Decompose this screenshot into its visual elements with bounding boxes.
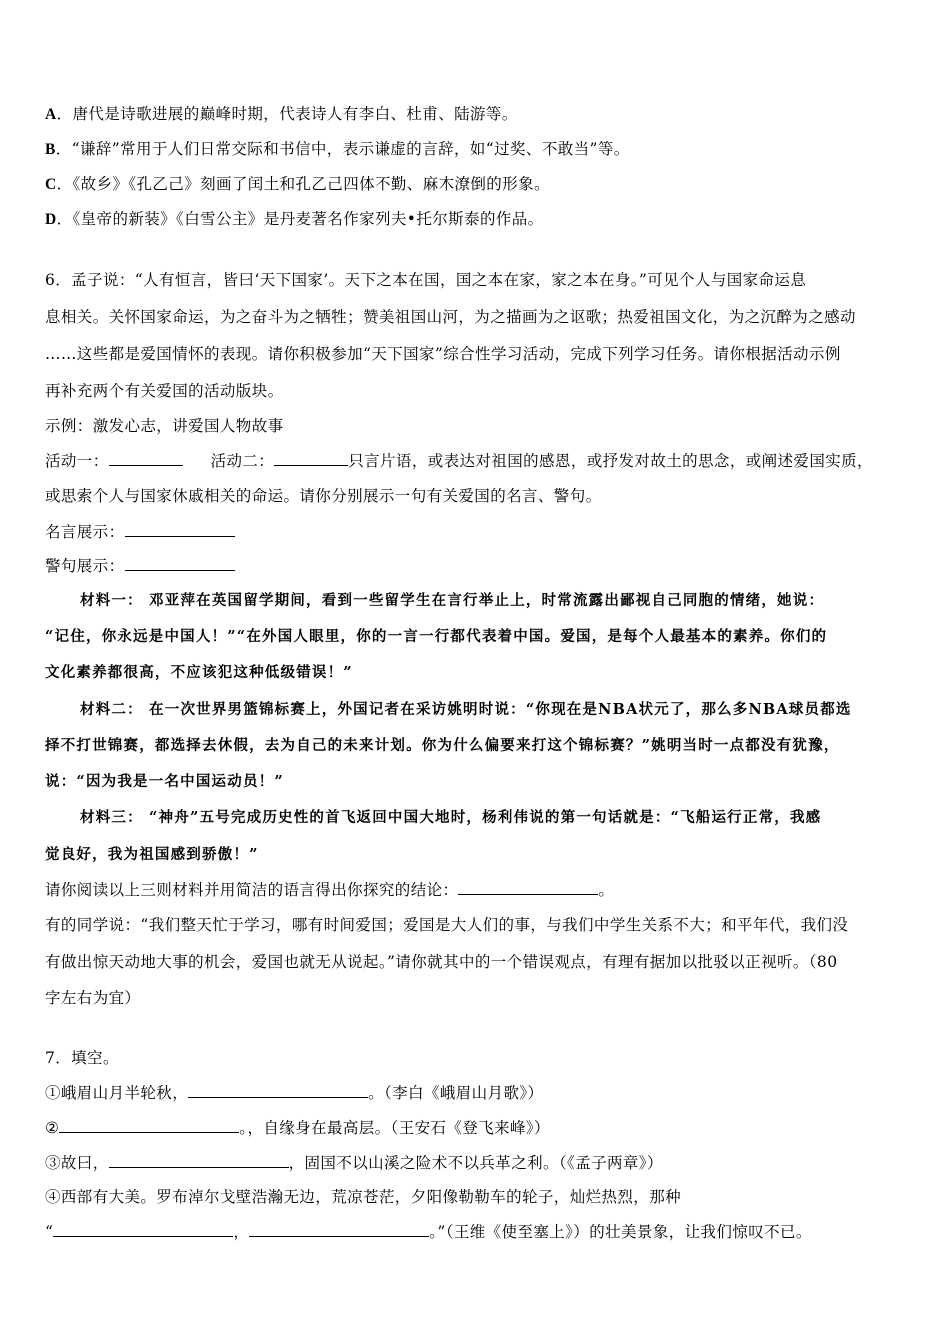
conclusion-prompt: 请你阅读以上三则材料并用简洁的语言得出你探究的结论：: [45, 881, 459, 899]
q7-item1-suffix: 。（李白《峨眉山月歌》）: [368, 1084, 544, 1102]
q6-example: 示例：激发心志，讲爱国人物故事: [45, 417, 284, 435]
material-line: 说：“因为我是一名中国运动员！”: [45, 773, 284, 790]
rebuttal-line: 有做出惊天动地大事的机会，爱国也就无从说起。”请你就其中的一个错误观点，有理有据加以批驳以正视听。（80: [45, 953, 838, 971]
activity1-label: 活动一：: [45, 452, 109, 470]
material-line: 材料三： “神舟”五号完成历史性的首飞返回中国大地时，杨利伟说的第一句话就是：“飞船运行正常，我感: [80, 809, 822, 826]
q7-item3-prefix: ③故曰，: [45, 1154, 109, 1172]
q7-item3-blank[interactable]: [109, 1153, 289, 1168]
q6-line: 息相关。关怀国家命运，为之奋斗为之牺牲；赞美祖国山河，为之描画为之讴歌；热爱祖国文化，为之沉醉为之感动: [45, 308, 856, 326]
q7-item4-comma: ，: [233, 1223, 250, 1241]
option-letter: D: [45, 211, 57, 228]
activity2-label: 活动二：: [210, 452, 275, 470]
motto-blank[interactable]: [125, 522, 235, 537]
activity2-text: 只言片语，或表达对祖国的感恩，或抒发对故土的思念，或阐述爱国实质，: [348, 452, 873, 470]
material-line: 觉良好，我为祖国感到骄傲！”: [45, 846, 259, 863]
rebuttal-line: 字左右为宜）: [45, 989, 141, 1007]
q6-activity2-line2: 或思索个人与国家休戚相关的命运。请你分别展示一句有关爱国的名言、警句。: [45, 487, 602, 505]
material-line: 材料二： 在一次世界男篮锦标赛上，外国记者在采访姚明时说：“你现在是NBA状元了，那么多NBA球员都选: [80, 701, 852, 718]
q6-activities: [45, 451, 905, 471]
q7-item4-line1: ④西部有大美。罗布淖尔戈壁浩瀚无边，荒凉苍茫，夕阳像勒勒车的轮子，灿烂热烈，那种: [45, 1188, 682, 1206]
motto-label: 名言展示：: [45, 523, 125, 541]
q7-item4-line2: [45, 1222, 905, 1242]
option-d: [45, 209, 905, 230]
q7-item2-blank[interactable]: [59, 1118, 239, 1133]
activity1-blank[interactable]: [109, 451, 183, 466]
q6-line: ……这些都是爱国情怀的表现。请你积极参加“天下国家”综合性学习活动，完成下列学习任务。请你根据活动示例: [45, 345, 841, 363]
q7-title: 7．填空。: [45, 1049, 119, 1067]
option-letter: B: [45, 141, 56, 158]
q7-item1-prefix: ①峨眉山月半轮秋，: [45, 1084, 189, 1102]
option-c: [45, 174, 905, 195]
option-text: ．唐代是诗歌进展的巅峰时期，代表诗人有李白、杜甫、陆游等。: [56, 105, 518, 123]
option-letter: C: [45, 176, 57, 193]
q6-line: 再补充两个有关爱国的活动版块。: [45, 382, 284, 400]
conclusion-row: [45, 880, 905, 900]
option-letter: A: [45, 106, 57, 123]
q7-item2: [45, 1118, 905, 1138]
option-b: [45, 139, 905, 160]
motto-row: [45, 522, 905, 542]
option-a: [45, 104, 905, 125]
q7-item3-suffix: ，固国不以山溪之险术不以兵革之利。（《孟子两章》）: [288, 1154, 663, 1172]
material-line: 文化素养都很高，不应该犯这种低级错误！”: [45, 664, 353, 681]
q7-item4-open: “: [45, 1223, 54, 1241]
q7-item3: [45, 1153, 905, 1173]
maxim-blank[interactable]: [125, 556, 235, 571]
q7-item1-blank[interactable]: [188, 1083, 368, 1098]
q7-item1: [45, 1083, 905, 1103]
option-text: ．《故乡》《孔乙己》刻画了闰土和孔乙己四体不勤、麻木潦倒的形象。: [56, 175, 550, 193]
maxim-label: 警句展示：: [45, 557, 125, 575]
conclusion-end: 。: [598, 881, 615, 899]
q7-item2-suffix: 。，自缘身在最高层。（王安石《登飞来峰》）: [239, 1119, 550, 1137]
q7-item4-blank1[interactable]: [53, 1222, 233, 1237]
q6-line: 6．孟子说：“人有恒言，皆曰‘天下国家’。天下之本在国，国之本在家，家之本在身。”可见个人与国家命运息: [45, 271, 807, 289]
q7-item4-blank2[interactable]: [249, 1222, 429, 1237]
maxim-row: [45, 556, 905, 576]
material-line: 材料一： 邓亚萍在英国留学期间，看到一些留学生在言行举止上，时常流露出鄙视自己同胞的情绪，她说：: [80, 592, 825, 609]
option-text: ．“谦辞”常用于人们日常交际和书信中，表示谦虚的言辞，如“过奖、不敢当”等。: [55, 140, 630, 158]
rebuttal-line: 有的同学说：“我们整天忙于学习，哪有时间爱国；爱国是大人们的事，与我们中学生关系不大；和平年代，我们没: [45, 916, 849, 934]
activity2-blank[interactable]: [274, 451, 348, 466]
option-text: ．《皇帝的新装》《白雪公主》是丹麦著名作家列夫•托尔斯泰的作品。: [56, 210, 544, 228]
q7-item4-suffix: 。”（王维《使至塞上》）的壮美景象，让我们惊叹不已。: [429, 1223, 812, 1241]
q7-item2-prefix: ②: [45, 1119, 60, 1137]
material-line: 择不打世锦赛，都选择去休假，去为自己的未来计划。你为什么偏要来打这个锦标赛？”姚明当时一点都没有犹豫，: [45, 737, 840, 754]
material-line: “记住，你永远是中国人！”“在外国人眼里，你的一言一行都代表着中国。爱国，是每个人最基本的素养。你们的: [45, 628, 828, 645]
conclusion-blank[interactable]: [458, 880, 598, 895]
